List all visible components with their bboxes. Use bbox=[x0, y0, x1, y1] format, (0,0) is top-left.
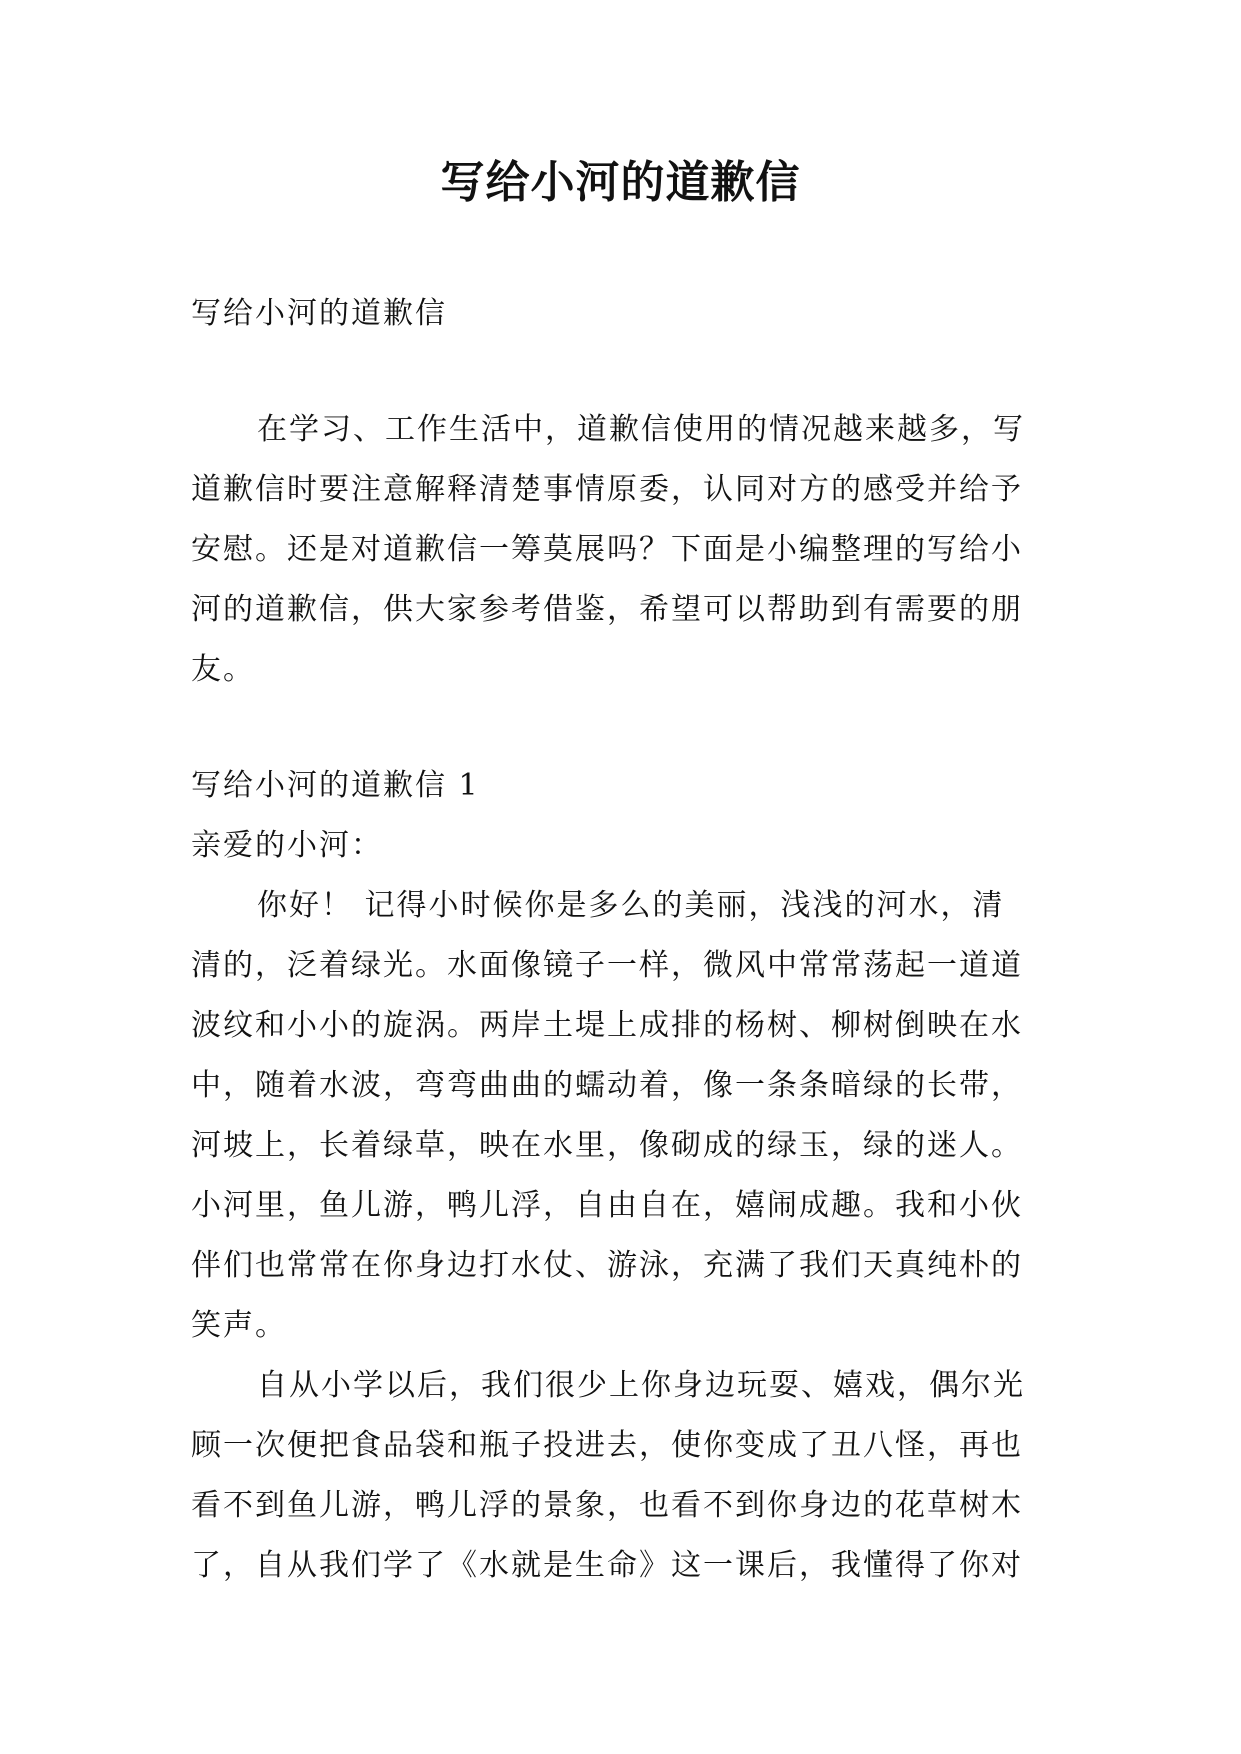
salutation: 亲爱的小河： bbox=[191, 828, 383, 863]
paragraph-line: 你好！ 记得小时候你是多么的美丽，浅浅的河水，清 bbox=[257, 888, 1005, 923]
intro-paragraph bbox=[191, 400, 1051, 700]
paragraph-line: 伴们也常常在你身边打水仗、游泳，充满了我们天真纯朴的 bbox=[191, 1248, 1023, 1283]
letter-paragraph-2 bbox=[191, 1356, 1051, 1596]
intro-line: 河的道歉信，供大家参考借鉴，希望可以帮助到有需要的朋 bbox=[191, 592, 1023, 627]
paragraph-line: 清的，泛着绿光。水面像镜子一样，微风中常常荡起一道道 bbox=[191, 948, 1023, 983]
paragraph-line: 自从小学以后，我们很少上你身边玩耍、嬉戏，偶尔光 bbox=[257, 1368, 1025, 1403]
intro-line: 在学习、工作生活中，道歉信使用的情况越来越多，写 bbox=[257, 412, 1025, 447]
paragraph-line: 顾一次便把食品袋和瓶子投进去，使你变成了丑八怪，再也 bbox=[191, 1428, 1023, 1463]
paragraph-line: 了，自从我们学了《水就是生命》这一课后，我懂得了你对 bbox=[191, 1548, 1023, 1583]
intro-line: 友。 bbox=[191, 652, 255, 687]
section-heading: 写给小河的道歉信 1 bbox=[191, 768, 480, 803]
document-body bbox=[191, 284, 1051, 1596]
paragraph-line: 小河里，鱼儿游，鸭儿浮，自由自在，嬉闹成趣。我和小伙 bbox=[191, 1188, 1023, 1223]
document-title: 写给小河的道歉信 bbox=[440, 157, 801, 208]
paragraph-line: 河坡上，长着绿草，映在水里，像砌成的绿玉，绿的迷人。 bbox=[191, 1128, 1023, 1163]
paragraph-line: 笑声。 bbox=[191, 1308, 287, 1343]
intro-line: 安慰。还是对道歉信一筹莫展吗？下面是小编整理的写给小 bbox=[191, 532, 1023, 567]
document-subtitle: 写给小河的道歉信 bbox=[191, 296, 447, 331]
paragraph-line: 中，随着水波，弯弯曲曲的蠕动着，像一条条暗绿的长带， bbox=[191, 1068, 1023, 1103]
letter-paragraph-1 bbox=[191, 876, 1051, 1356]
paragraph-line: 波纹和小小的旋涡。两岸土堤上成排的杨树、柳树倒映在水 bbox=[191, 1008, 1023, 1043]
paragraph-line: 看不到鱼儿游，鸭儿浮的景象，也看不到你身边的花草树木 bbox=[191, 1488, 1023, 1523]
intro-line: 道歉信时要注意解释清楚事情原委，认同对方的感受并给予 bbox=[191, 472, 1023, 507]
